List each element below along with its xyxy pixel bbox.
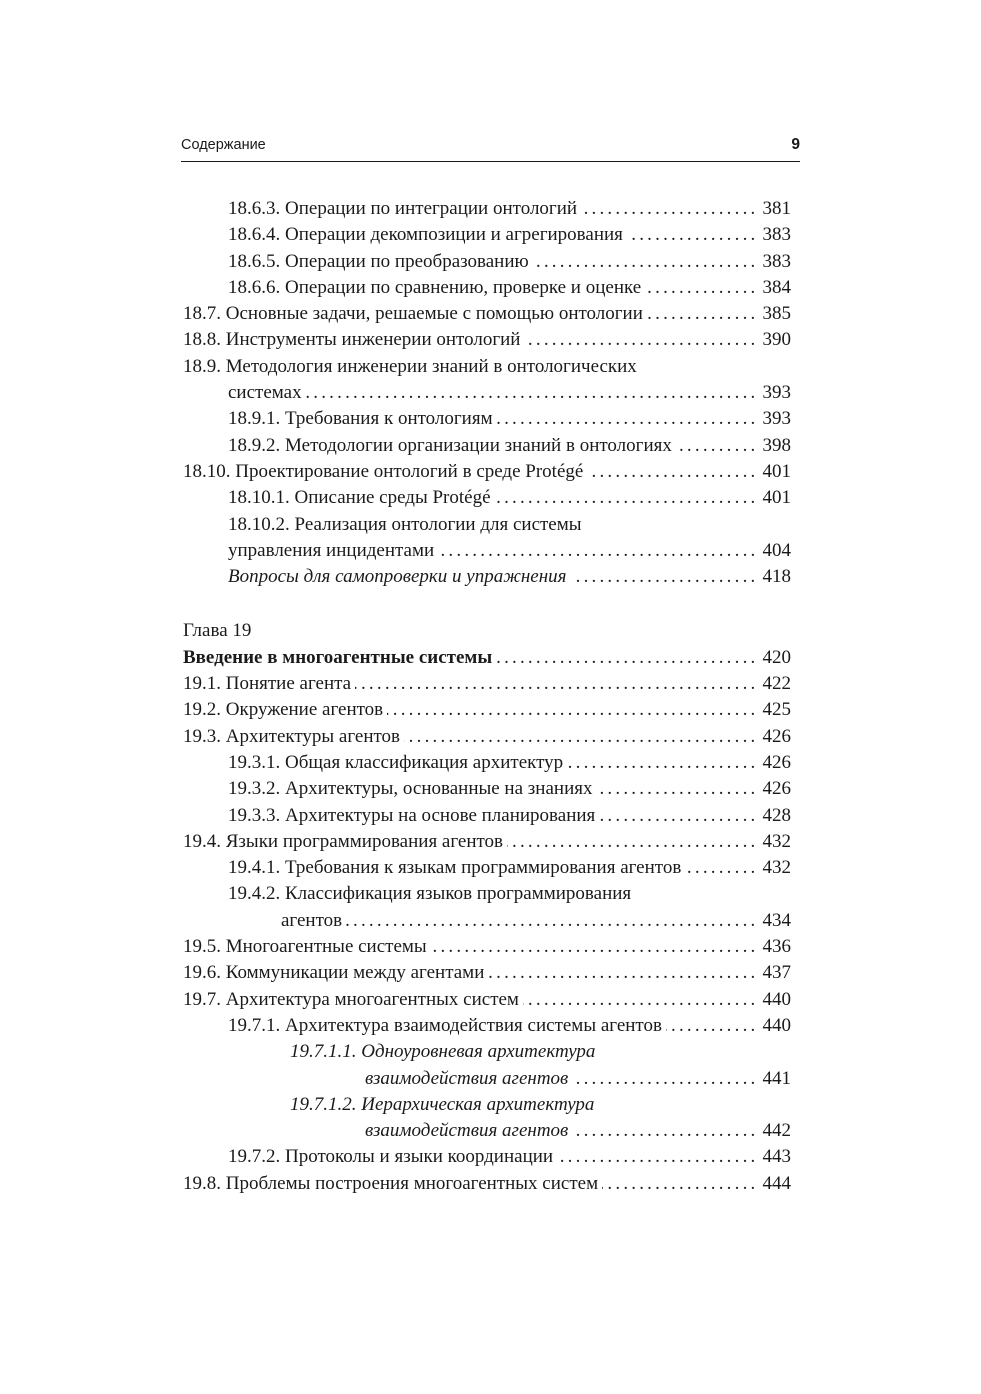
toc-entry-page: 422 [762,673,791,695]
toc-entry-title: 19.5. Многоагентные системы [183,936,427,958]
dot-leader [571,564,759,590]
toc-entry [183,275,791,301]
dot-leader [587,459,758,485]
toc-entry-page: 401 [762,487,791,509]
toc-entry-title: 18.6.4. Операции декомпозиции и агрегирования [228,224,623,246]
toc-entry-page: 426 [762,725,791,747]
toc-entry [183,1039,791,1065]
chapter-label: Глава 19 [183,620,252,642]
toc-entry-page: 432 [762,830,791,852]
toc-entry [183,829,791,855]
dot-leader [602,1171,758,1197]
toc-entry-page: 393 [762,408,791,430]
toc-entry-page: 381 [762,198,791,219]
dot-leader [645,275,758,301]
toc-entry-title: Введение в многоагентные системы [183,646,493,668]
toc-entry-title: 19.7.1. Архитектура взаимодействия системы агентов [228,1014,662,1036]
toc-entry-title: 19.6. Коммуникации между агентами [183,962,485,984]
toc-entry-continuation [183,1118,791,1144]
toc-entry-page: 385 [762,303,791,325]
dot-leader [387,697,758,723]
toc-entry [183,855,791,881]
dot-leader [496,645,758,671]
dot-leader [572,1066,758,1092]
toc-entry-page: 393 [762,382,791,404]
toc-entry-page: 428 [762,804,791,826]
dot-leader [647,301,759,327]
toc-entry [183,881,791,907]
toc-entry-title: 19.4.2. Классификация языков программирования [228,883,632,905]
dot-leader [438,538,758,564]
toc-entry-page: 442 [762,1120,791,1142]
toc-entry-title: 18.9.2. Методологии организации знаний в онтологиях [228,434,672,456]
toc-entry-page: 426 [762,751,791,773]
header-page-number: 9 [791,136,800,153]
toc-entry-page: 437 [762,962,791,984]
toc-entry [183,196,791,222]
toc-entry-page: 440 [762,988,791,1010]
toc-entry-page: 432 [762,857,791,879]
toc-entry [183,776,791,802]
toc-entry [183,934,791,960]
toc-entry-title: 19.7. Архитектура многоагентных систем [183,988,519,1010]
toc-entry-title: 18.7. Основные задачи, решаемые с помощью онтологии [183,303,643,325]
toc-entry-page: 404 [762,539,791,561]
dot-leader [523,987,759,1013]
toc-entry [183,249,791,275]
dot-leader [404,724,758,750]
dot-leader [431,934,759,960]
dot-leader [497,406,759,432]
dot-leader [581,196,758,222]
toc-entry-page: 441 [762,1067,791,1089]
toc-entry-title: 19.4.1. Требования к языкам программирования агентов [228,857,682,879]
toc-entry-title-cont: агентов [281,909,343,931]
toc-entry-title: 19.2. Окружение агентов [183,699,384,721]
dot-leader [533,249,759,275]
toc-entry-title: 18.10. Проектирование онтологий в среде Protégé [183,460,584,482]
dot-leader [567,750,758,776]
toc-entry-title-cont: управления инцидентами [228,539,435,561]
header-title: Содержание [181,137,266,153]
toc-entry-page: 398 [762,434,791,456]
dot-leader [346,908,758,934]
running-header [181,135,800,162]
dot-leader [596,776,758,802]
toc-entry [183,1013,791,1039]
toc-entry-title: 19.4. Языки программирования агентов [183,830,504,852]
toc-entry-title-cont: взаимодействия агентов [365,1120,569,1142]
toc-entry-title-cont: взаимодействия агентов [365,1067,569,1089]
toc-entry [183,697,791,723]
toc-entry-page: 436 [762,936,791,958]
dot-leader [627,222,759,248]
toc-entry-page: 440 [762,1014,791,1036]
toc-entry-page: 444 [762,1172,791,1194]
toc-entry [183,671,791,697]
toc-entry-continuation [183,538,791,564]
toc-entry-title-cont: системах [228,382,302,404]
dot-leader [355,671,758,697]
toc-entry-page: 426 [762,778,791,800]
toc-entry-title: 19.3.2. Архитектуры, основанные на знаниях [228,778,593,800]
toc-entry-title: 18.6.6. Операции по сравнению, проверке и оценке [228,276,642,298]
toc-entry [183,327,791,353]
toc-entry-title: 19.7.1.2. Иерархическая архитектура [290,1093,595,1115]
toc-entry-page: 443 [762,1146,791,1168]
toc-entry-title: 19.7.1.1. Одноуровневая архитектура [290,1041,596,1063]
toc-entry-title: 18.10.1. Описание среды Protégé [228,487,491,509]
table-of-contents [183,196,791,1197]
toc-entry-title: 19.7.2. Протоколы и языки координации [228,1146,554,1168]
toc-entry [183,564,791,590]
toc-entry-title: 18.8. Инструменты инженерии онтологий [183,329,521,351]
toc-entry-title: 19.1. Понятие агента [183,673,352,695]
toc-entry-title: 18.9.1. Требования к онтологиям [228,408,493,430]
dot-leader [685,855,758,881]
toc-entry-title: 19.8. Проблемы построения многоагентных систем [183,1172,599,1194]
toc-entry [183,960,791,986]
toc-entry-page: 383 [762,224,791,246]
toc-chapter-title [183,645,791,671]
toc-entry-page: 434 [762,909,791,931]
toc-entry [183,987,791,1013]
toc-entry-title: 18.6.5. Операции по преобразованию [228,250,529,272]
dot-leader [507,829,758,855]
dot-leader [306,380,759,406]
toc-entry-page: 383 [762,250,791,272]
toc-entry-title: 18.9. Методология инженерии знаний в онтологических [183,355,637,377]
dot-leader [599,803,758,829]
dot-leader [572,1118,758,1144]
section-gap [183,590,791,618]
toc-entry-title: Вопросы для самопроверки и упражнения [228,566,567,588]
toc-entry [183,750,791,776]
dot-leader [557,1144,758,1170]
toc-entry [183,512,791,538]
toc-entry [183,354,791,380]
toc-entry [183,459,791,485]
toc-entry-page: 384 [762,276,791,298]
toc-entry [183,724,791,750]
toc-entry [183,485,791,511]
dot-leader [495,485,759,511]
toc-entry-title: 19.3.3. Архитектуры на основе планирования [228,804,596,826]
toc-entry-continuation [183,380,791,406]
toc-entry-title: 19.3. Архитектуры агентов [183,725,401,747]
dot-leader [488,960,758,986]
toc-entry-title: 19.3.1. Общая классификация архитектур [228,751,564,773]
toc-entry-title: 18.6.3. Операции по интеграции онтологий [228,198,578,219]
toc-entry [183,433,791,459]
dot-leader [666,1013,759,1039]
toc-entry-continuation [183,908,791,934]
toc-entry [183,222,791,248]
toc-entry-page: 425 [762,699,791,721]
dot-leader [524,327,758,353]
dot-leader [676,433,759,459]
toc-entry [183,301,791,327]
toc-entry [183,1171,791,1197]
toc-entry-page: 418 [762,566,791,588]
toc-entry-page: 420 [762,646,791,668]
toc-entry [183,803,791,829]
toc-entry-title: 18.10.2. Реализация онтологии для системы [228,513,582,535]
toc-entry [183,1144,791,1170]
toc-entry [183,406,791,432]
toc-entry-continuation [183,1066,791,1092]
toc-entry-page: 390 [762,329,791,351]
toc-entry-page: 401 [762,460,791,482]
toc-entry [183,1092,791,1118]
